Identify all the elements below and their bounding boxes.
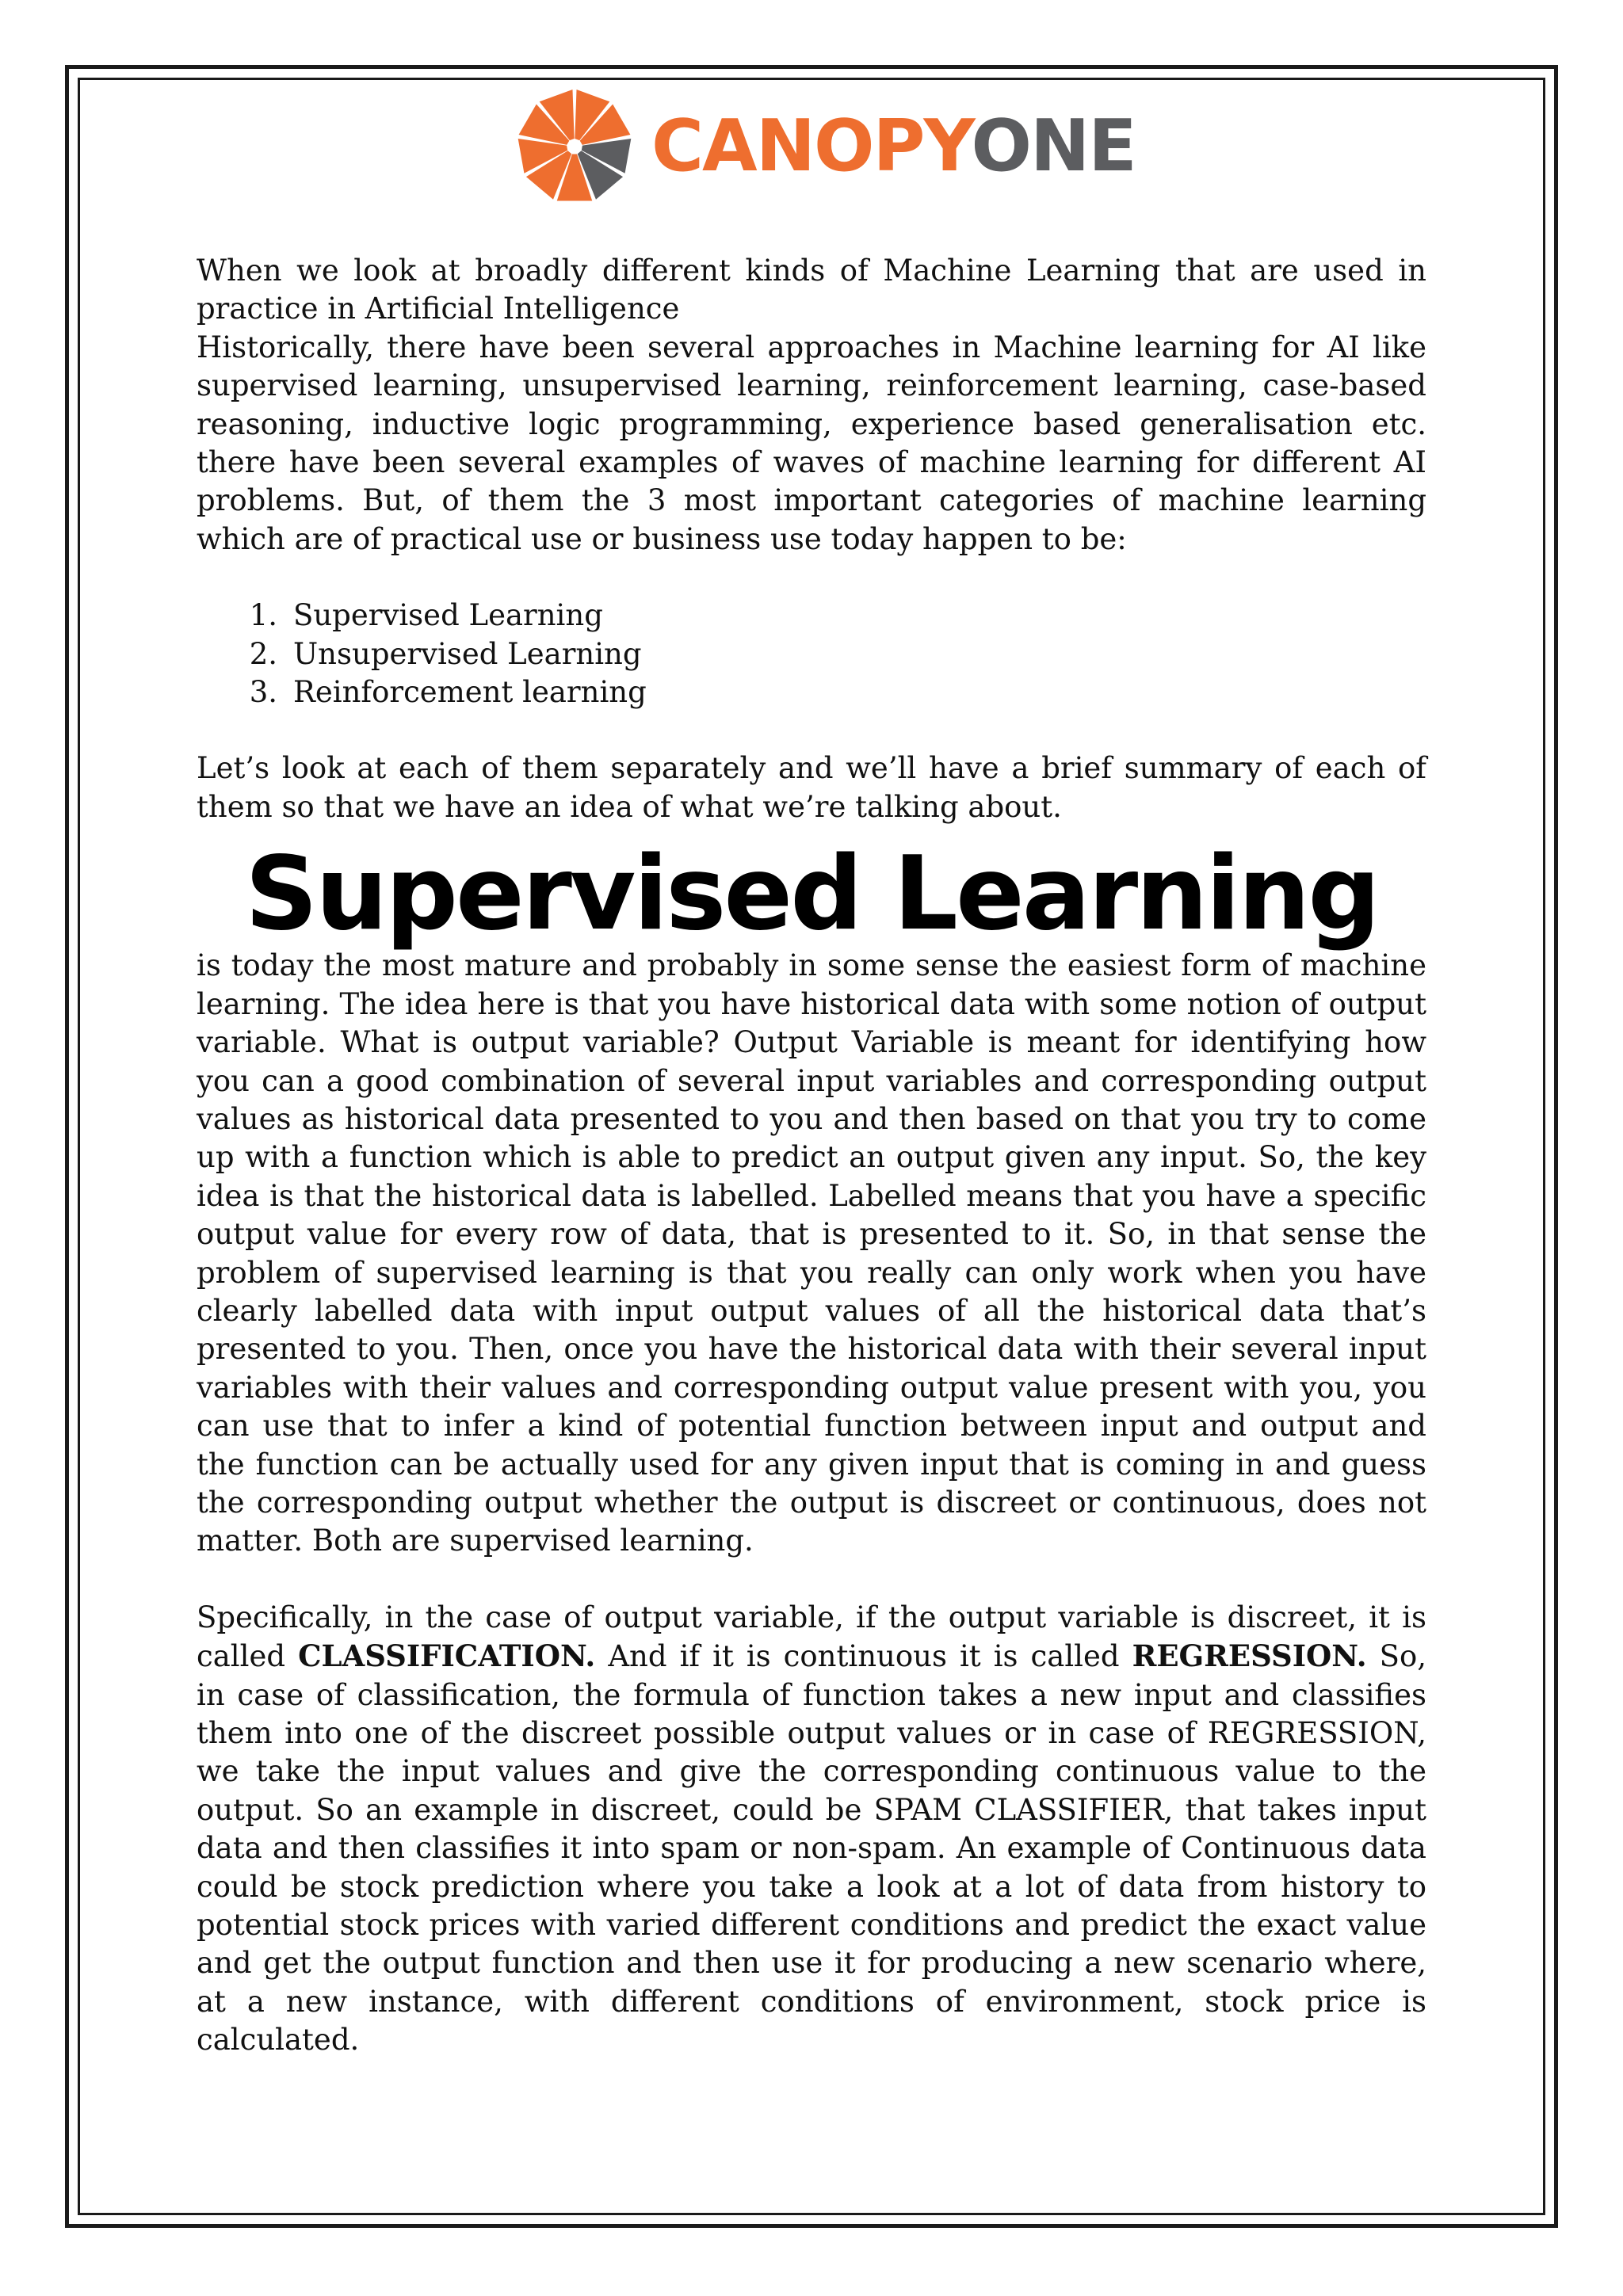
- list-item-number: 3.: [249, 675, 277, 710]
- intro-paragraph-1: When we look at broadly different kinds of Machine Learning that are used in practice in Artificial Intelligence: [197, 254, 1426, 326]
- list-item-label: Unsupervised Learning: [293, 636, 642, 671]
- paragraph-text: And if it is continuous it is called: [595, 1639, 1132, 1674]
- classification-regression-paragraph: [197, 1599, 1426, 2060]
- classification-term: CLASSIFICATION.: [298, 1638, 596, 1674]
- list-item-label: Reinforcement learning: [293, 675, 647, 710]
- brand-name: [651, 105, 1136, 188]
- list-item-label: Supervised Learning: [293, 598, 603, 633]
- document-body: [197, 252, 1426, 2060]
- paragraph-text: So, in case of classification, the formula of function takes a new input and classifies them into one of the discreet possible output values or in case of REGRESSION, we take the input values and give the corresponding continuous value to the output. So an example in discreet, could be SPAM CLASSIFIER, that takes input data and then classifies it into spam or non-spam. An example of Continuous data could be stock prediction where you take a look at a lot of data from history to potential stock prices with varied different conditions and predict the exact value and get the output function and then use it for producing a new scenario where, at a new instance, with different conditions of environment, stock price is calculated.: [197, 1639, 1426, 2058]
- section-body-paragraph: is today the most mature and probably in some sense the easiest form of machine learning. The idea here is that you have historical data with some notion of output variable. What is output variable? Output Variable is meant for identifying how you can a good combination of several input variables and corresponding output values as historical data presented to you and then based on that you try to come up with a function which is able to predict an output given any input. So, the key idea is that the historical data is labelled. Labelled means that you have a specific output value for every row of data, that is presented to it. So, in that sense the problem of supervised learning is that you really can only work when you have clearly labelled data with input output values of all the historical data that’s presented to you. Then, once you have the historical data with their several input variables with their values and corresponding output value present with you, you can use that to infer a kind of potential function between input and output and the function can be actually used for any given input that is coming in and guess the corresponding output whether the output is discreet or continuous, does not matter. Both are supervised learning.: [197, 948, 1426, 1558]
- paragraph-text: Specifically, in the case of output variable, if the output variable is discreet, it is called: [197, 1600, 1426, 1674]
- brand-name-one: ONE: [971, 105, 1136, 188]
- section-heading: Supervised Learning: [245, 835, 1378, 954]
- list-item: [197, 673, 1426, 711]
- list-item-number: 1.: [249, 598, 277, 633]
- intro-paragraph-2: Historically, there have been several approaches in Machine learning for AI like supervised learning, unsupervised learning, reinforcement learning, case-based reasoning, inductive logic programming, experience based generalisation etc. there have been several examples of waves of machine learning for different AI problems. But, of them the 3 most important categories of machine learning which are of practical use or business use today happen to be:: [197, 330, 1426, 556]
- brand-logo: [515, 79, 1136, 214]
- transition-paragraph: Let’s look at each of them separately and we’ll have a brief summary of each of them so that we have an idea of what we’re talking about.: [197, 751, 1426, 824]
- canopy-wheel-icon: [515, 87, 634, 206]
- list-item: [197, 597, 1426, 635]
- list-item: [197, 635, 1426, 673]
- regression-term: REGRESSION.: [1132, 1638, 1367, 1674]
- ml-categories-list: [197, 597, 1426, 711]
- list-item-number: 2.: [249, 636, 277, 671]
- brand-name-canopy: CANOPY: [651, 105, 972, 188]
